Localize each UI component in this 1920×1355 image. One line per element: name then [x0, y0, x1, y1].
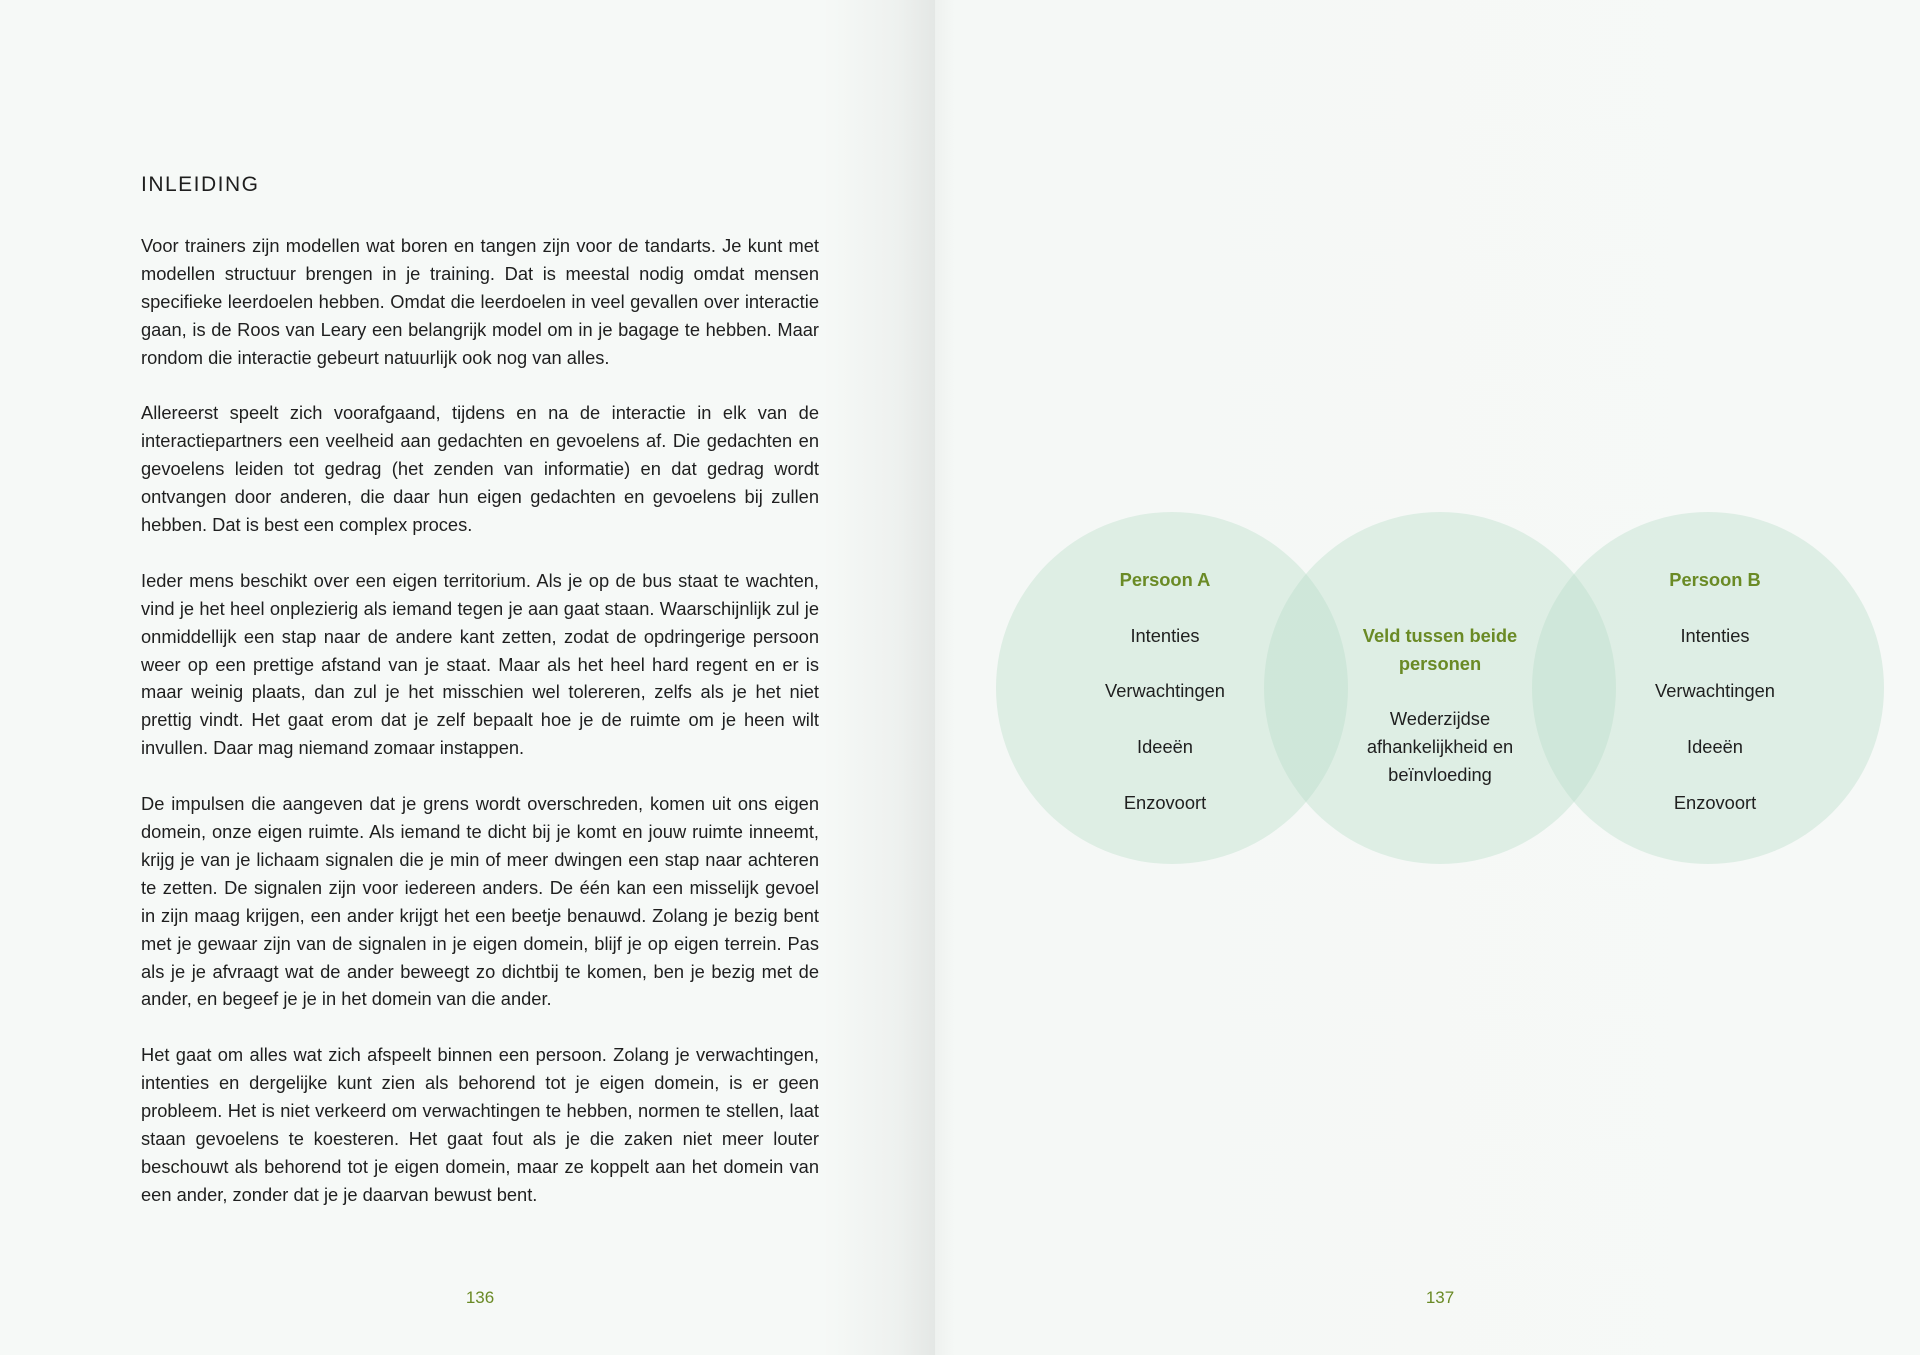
venn-right-item: Verwachtingen [1655, 680, 1775, 701]
paragraph: Het gaat om alles wat zich afspeelt binnen een persoon. Zolang je verwachtingen, intenties en dergelijke kunt zien als behorend tot je eigen domein, is er geen probleem. Het is niet verkeerd om verwachtingen te hebben, normen te stellen, laat staan gevoelens te koesteren. Het gaat fout als je die zaken niet meer louter beschouwt als behorend tot je eigen domein, maar ze koppelt aan het domein van een ander, zonder dat je je daarvan bewust bent. [141, 1044, 819, 1205]
venn-left-item: Verwachtingen [1105, 680, 1225, 701]
paragraph: Ieder mens beschikt over een eigen territorium. Als je op de bus staat te wachten, vind je het heel onplezierig als iemand tegen je aan gaat staan. Waarschijnlijk zul je onmiddellijk een stap naar de andere kant zetten, zodat de opdringerige persoon weer op een prettige afstand van je staat. Maar als het heel hard regent en er is maar weinig plaats, dan zul je het misschien wel tolereren, zelfs als je het niet prettig vindt. Het gaat erom dat je zelf bepaalt hoe je de ruimte om je heen wilt invullen. Daar mag niemand zomaar instappen. [141, 569, 819, 759]
venn-left-item: Intenties [1130, 625, 1200, 646]
venn-left-item: Enzovoort [1123, 792, 1207, 813]
section-heading: INLEIDING [141, 173, 260, 196]
venn-center-text: Wederzijdse afhankelijkheid en beïnvloeding [1366, 708, 1514, 785]
venn-right-item: Ideeën [1687, 736, 1743, 757]
venn-left-item: Ideeën [1137, 736, 1193, 757]
venn-left-title: Persoon A [1119, 569, 1211, 590]
venn-center-title: Veld tussen beide personen [1362, 625, 1518, 674]
venn-right-item: Enzovoort [1673, 792, 1757, 813]
paragraph: Voor trainers zijn modellen wat boren en tangen zijn voor de tandarts. Je kunt met modellen structuur brengen in je training. Dat is meestal nodig omdat mensen specifieke leerdoelen hebben. Omdat die leerdoelen in veel gevallen over interactie gaan, is de Roos van Leary een belangrijk model om in je bagage te hebben. Maar rondom die interactie gebeurt natuurlijk ook nog van alles. [141, 235, 819, 368]
body-text [141, 232, 819, 1237]
venn-right-title: Persoon B [1669, 569, 1761, 590]
page-number-left: 136 [465, 1288, 495, 1307]
paragraph: Allereerst speelt zich voorafgaand, tijdens en na de interactie in elk van de interactiepartners een veelheid aan gedachten en gevoelens af. Die gedachten en gevoelens leiden tot gedrag (het zenden van informatie) en dat gedrag wordt ontvangen door anderen, die daar hun eigen gedachten en gevoelens bij zullen hebben. Dat is best een complex proces. [141, 402, 819, 536]
paragraph: De impulsen die aangeven dat je grens wordt overschreden, komen uit ons eigen domein, onze eigen ruimte. Als iemand te dicht bij je komt en jouw ruimte inneemt, krijg je van je lichaam signalen die je min of meer dwingen een stap naar achteren te zetten. De signalen zijn voor iedereen anders. De één kan een misselijk gevoel in zijn maag krijgen, een ander krijgt het een beetje benauwd. Zolang je bezig bent met je gewaar zijn van de signalen in je eigen domein, blijf je op eigen terrein. Pas als je je afvraagt wat de ander beweegt zo dichtbij te komen, ben je bezig met de ander, en begeef je je in het domein van die ander. [141, 793, 819, 1010]
venn-right-item: Intenties [1680, 625, 1750, 646]
page-number-right: 137 [1425, 1288, 1455, 1307]
left-page [0, 0, 935, 1355]
